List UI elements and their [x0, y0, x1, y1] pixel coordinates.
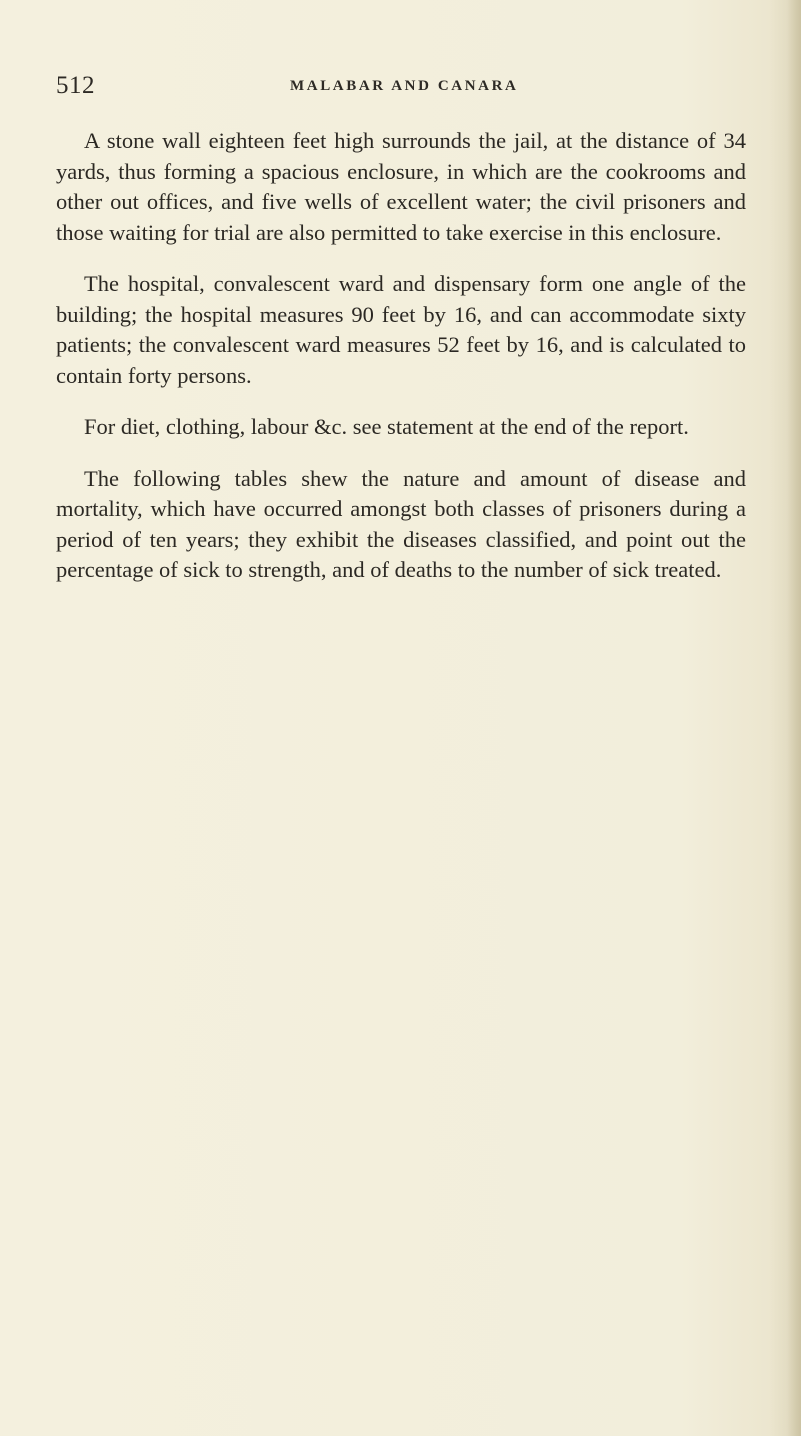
running-head: MALABAR AND CANARA: [290, 78, 519, 94]
page-edge-shadow: [787, 0, 801, 1436]
paragraph-diet: For diet, clothing, labour &c. see statement at the end of the report.: [84, 414, 689, 439]
paragraph-stone-wall: A stone wall eighteen feet high surrounds the jail, at the distance of 34 yards, thus forming a spacious enclosure, in which are the cookrooms and other out offices, and five wells of excellent water; the civil prisoners and those waiting for trial are also permitted to take exercise in this enclosure.: [56, 128, 746, 245]
paragraph-tables: The following tables shew the nature and amount of disease and mortality, which have occurred amongst both classes of prisoners during a period of ten years; they exhibit the diseases classified, and point out the percentage of sick to strength, and of deaths to the number of sick treated.: [56, 465, 746, 582]
body-text: [56, 126, 746, 586]
page-header: [56, 72, 746, 112]
page-number: 512: [56, 72, 95, 99]
paragraph-hospital: The hospital, convalescent ward and dispensary form one angle of the building; the hospital measures 90 feet by 16, and can accommodate sixty patients; the convalescent ward measures 52 feet by 16, and is calculated to contain forty persons.: [56, 271, 746, 388]
